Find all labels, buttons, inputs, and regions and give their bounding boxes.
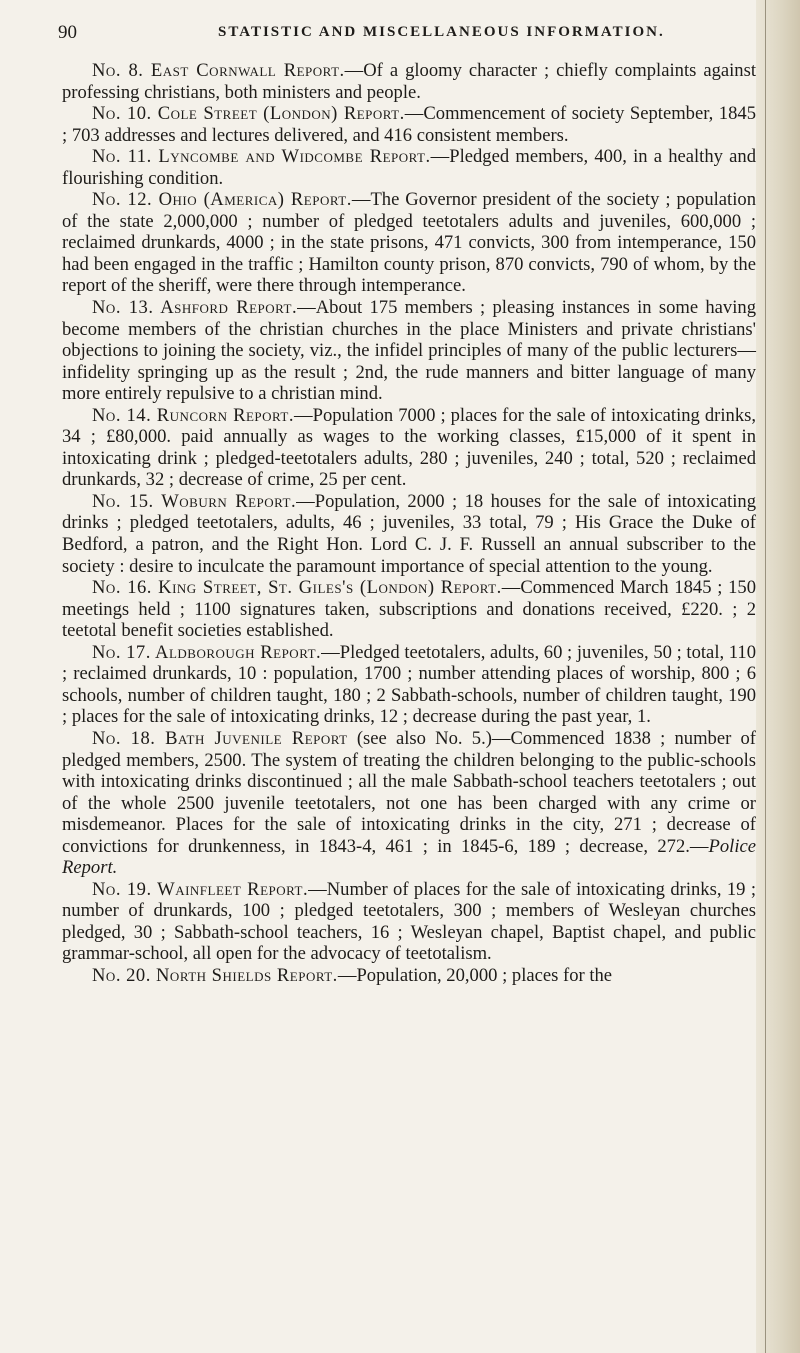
report-paragraph xyxy=(62,728,756,879)
report-paragraph xyxy=(62,879,756,965)
report-title: No. 16. King Street, St. Giles's (London) Report. xyxy=(92,577,502,599)
report-paragraph xyxy=(62,297,756,405)
report-title: No. 17. Aldborough Report. xyxy=(92,641,322,663)
report-body xyxy=(62,60,756,987)
page-edge-line xyxy=(765,0,766,1353)
report-text: —Commencement of society September, 1845 ; 703 addresses and lectures delivered, and 416 consistent members. xyxy=(62,103,756,146)
page-number: 90 xyxy=(58,22,77,43)
report-text: —Pledged teetotalers, adults, 60 ; juveniles, 50 ; total, 110 ; reclaimed drunkards, 10 : population, 1700 ; number attending places of worship, 800 ; 6 schools, number of children taught, 180 ; 2 Sabbath-schools, number of children taught, 190 ; places for the sale of intoxicating drinks, 12 ; decrease during the past year, 1. xyxy=(62,641,756,728)
report-paragraph xyxy=(62,146,756,189)
report-text: —Population, 20,000 ; places for the xyxy=(337,964,613,986)
report-paragraph xyxy=(62,60,756,103)
report-text: —Commenced March 1845 ; 150 meetings held ; 1100 signatures taken, subscriptions and donations received, £220. ; 2 teetotal benefit societies established. xyxy=(62,577,756,642)
report-title: No. 13. Ashford Report. xyxy=(92,297,298,319)
report-text: —The Governor president of the society ; population of the state 2,000,000 ; number of pledged teetotalers adults and juveniles, 600,000 ; reclaimed drunkards, 4000 ; in the state prisons, 471 convicts, 300 from intemperance, 150 had been engaged in the traffic ; Hamilton county prison, 870 convicts, 790 of whom, by the report of the sheriff, were there through intemperance. xyxy=(62,189,756,297)
page-edge xyxy=(756,0,800,1353)
report-title: No. 20. North Shields Report. xyxy=(92,964,338,986)
report-paragraph xyxy=(62,642,756,728)
report-text: —Population 7000 ; places for the sale of intoxicating drinks, 34 ; £80,000. paid annually as wages to the working classes, £15,000 of it spent in intoxicating drink ; pledged-teetotalers adults, 280 ; juveniles, 240 ; total, 520 ; reclaimed drunkards, 32 ; decrease of crime, 25 per cent. xyxy=(62,404,757,491)
report-title: No. 12. Ohio (America) Report. xyxy=(92,189,352,211)
report-text: (see also No. 5.)—Commenced 1838 ; number of pledged members, 2500. The system of treating the children belonging to the public-schools with intoxicating drinks discontinued ; all the male Sabbath-school teachers teetotalers ; out of the whole 2500 juvenile teetotalers, not one has been charged with any crime or misdemeanor. Places for the sale of intoxicating drinks in the city, 271 ; decrease of convictions for drunkenness, in 1843-4, 461 ; in 1845-6, 189 ; decrease, 272.— xyxy=(62,727,757,857)
running-head: STATISTIC AND MISCELLANEOUS INFORMATION. xyxy=(218,24,665,40)
report-text: —Of a gloomy character ; chiefly complaints against professing christians, both ministers and people. xyxy=(62,60,756,103)
report-title: No. 8. East Cornwall Report. xyxy=(92,60,345,81)
report-title: No. 10. Cole Street (London) Report. xyxy=(92,103,405,125)
report-text: —Population, 2000 ; 18 houses for the sale of intoxicating drinks ; pledged teetotalers, adults, 46 ; juveniles, 33 total, 79 ; His Grace the Duke of Bedford, a patron, and the Right Hon. Lord C. J. F. Russell an annual subscriber to the society : desire to inculcate the paramount importance of special attention to the young. xyxy=(62,490,756,577)
report-paragraph xyxy=(62,965,756,987)
report-paragraph xyxy=(62,103,756,146)
report-source: Police Report. xyxy=(62,835,756,879)
report-paragraph xyxy=(62,189,756,297)
report-title: No. 18. Bath Juvenile Report xyxy=(92,727,348,749)
report-text: —Pledged members, 400, in a healthy and flourishing condition. xyxy=(62,146,756,189)
report-title: No. 15. Woburn Report. xyxy=(92,490,297,512)
report-text: —Number of places for the sale of intoxicating drinks, 19 ; number of drunkards, 100 ; pledged teetotalers, 300 ; members of Wesleyan churches pledged, 30 ; Sabbath-school teachers, 16 ; Wesleyan chapel, Baptist chapel, and public grammar-school, all open for the advocacy of teetotalism. xyxy=(62,878,757,965)
report-paragraph xyxy=(62,491,756,577)
report-title: No. 14. Runcorn Report. xyxy=(92,404,295,426)
report-title: No. 11. Lyncombe and Widcombe Report. xyxy=(92,146,431,168)
report-text: —About 175 members ; pleasing instances in some having become members of the christian churches in the place Ministers and private christians' objections to joining the society, viz., the infidel principles of many of the public lecturers—infidelity springing up as the result ; 2nd, the rude manners and bitter language of many more entirely repulsive to a christian mind. xyxy=(62,297,756,405)
report-paragraph xyxy=(62,577,756,642)
report-title: No. 19. Wainfleet Report. xyxy=(92,878,309,900)
report-paragraph xyxy=(62,405,756,491)
